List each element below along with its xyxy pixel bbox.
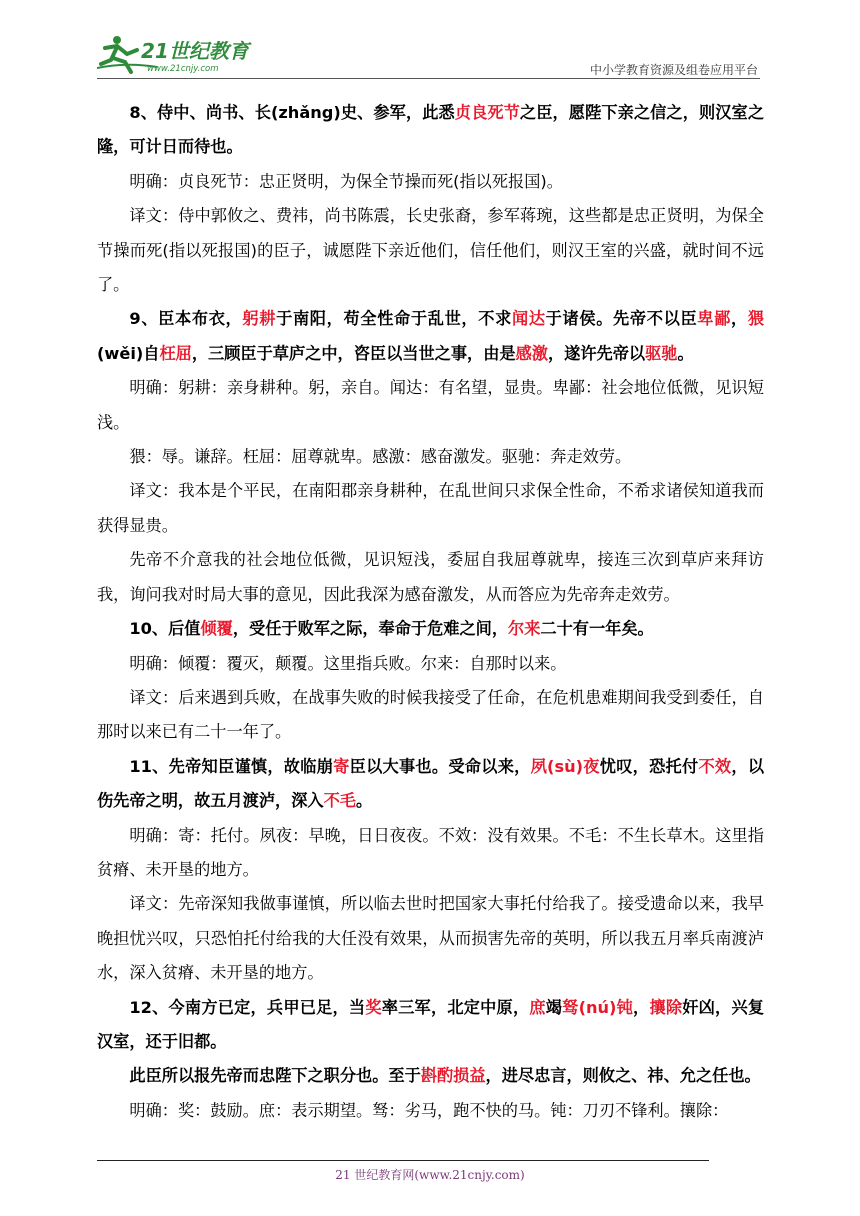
svg-text:www.21cnjy.com: www.21cnjy.com xyxy=(147,64,219,74)
paragraph xyxy=(97,440,764,474)
paragraph xyxy=(97,199,764,302)
text-segment: 竭 xyxy=(545,997,563,1017)
text-segment: ，以伤先帝之明，故五月渡泸，深入 xyxy=(97,756,765,811)
highlighted-term: 卑鄙 xyxy=(697,309,731,329)
highlighted-term: 庶 xyxy=(529,997,546,1017)
paragraph xyxy=(97,612,764,646)
text-segment: 于诸侯。先帝不以臣 xyxy=(545,309,698,329)
paragraph xyxy=(97,543,764,612)
paragraph xyxy=(97,887,764,990)
highlighted-term: 贞良死节 xyxy=(454,103,520,122)
highlighted-term: 感激 xyxy=(515,343,548,363)
svg-text:21世纪教育: 21世纪教育 xyxy=(141,39,249,63)
text-segment: ，受任于败军之际，奉命于危难之间， xyxy=(232,619,509,639)
text-segment: 9、臣本布衣， xyxy=(129,309,243,329)
highlighted-term: 攘除 xyxy=(649,997,683,1017)
highlighted-term: 驱驰 xyxy=(645,343,678,363)
text-segment: 明确：倾覆：覆灭，颠覆。这里指兵败。尔来：自那时以来。 xyxy=(129,653,567,673)
logo xyxy=(97,34,267,74)
text-segment: 。 xyxy=(677,343,694,363)
highlighted-term: 寄 xyxy=(333,756,350,776)
text-segment: ，三顾臣于草庐之中，咨臣以当世之事，由是 xyxy=(191,343,516,363)
highlighted-term: 尔来 xyxy=(508,619,541,639)
text-segment: 10、后值 xyxy=(129,619,201,639)
text-segment: 8、侍中、尚书、长(zhǎng)史、参军，此悉 xyxy=(129,103,455,122)
text-segment: 忧叹，恐托付 xyxy=(599,756,699,776)
highlighted-term: 闻达 xyxy=(511,309,546,329)
highlighted-term: 夙(sù)夜 xyxy=(530,756,600,776)
highlighted-term: 躬耕 xyxy=(242,309,277,329)
paragraph xyxy=(97,474,764,543)
highlighted-term: 驽(nú)钝 xyxy=(562,997,634,1017)
text-segment: ，遂许先帝以 xyxy=(547,343,646,363)
text-segment: (wěi)自 xyxy=(97,343,160,363)
text-segment: 译文：侍中郭攸之、费祎，尚书陈震，长史张裔，参军蒋琬，这些都是忠正贤明，为保全节操而死(指以死报国)的臣子，诚愿陛下亲近他们，信任他们，则汉王室的兴盛，就时间不远了。 xyxy=(97,206,764,295)
header-divider xyxy=(97,78,760,79)
highlighted-term: 枉屈 xyxy=(159,343,192,363)
paragraph xyxy=(97,681,764,750)
text-segment: 先帝不介意我的社会地位低微，见识短浅，委屈自我屈尊就卑，接连三次到草庐来拜访我，询问我对时局大事的意见，因此我深为感奋激发，从而答应为先帝奔走效劳。 xyxy=(97,550,764,604)
document-body xyxy=(97,96,764,1128)
text-segment: 臣以大事也。受命以来， xyxy=(349,756,531,776)
text-segment: ， xyxy=(731,309,748,329)
text-segment: 译文：我本是个平民，在南阳郡亲身耕种，在乱世间只求保全性命，不希求诸侯知道我而获得显贵。 xyxy=(97,481,764,535)
text-segment: 12、今南方已定，兵甲已足，当 xyxy=(129,997,366,1017)
text-segment: 明确：贞良死节：忠正贤明，为保全节操而死(指以死报国)。 xyxy=(129,171,563,191)
highlighted-term: 不毛 xyxy=(323,791,356,811)
paragraph xyxy=(97,96,764,165)
paragraph xyxy=(97,165,764,199)
page-header xyxy=(97,28,760,78)
text-segment: 明确：奖：鼓励。庶：表示期望。驽：劣马，跑不快的马。钝：刀刃不锋利。攘除： xyxy=(129,1100,729,1120)
highlighted-term: 奖 xyxy=(365,997,382,1017)
text-segment: 译文：后来遇到兵败，在战事失败的时候我接受了任命，在危机患难期间我受到委任，自那时以来已有二十一年了。 xyxy=(97,687,764,742)
text-segment: 11、先帝知臣谨慎，故临崩 xyxy=(129,756,334,776)
text-segment: ，进尽忠言，则攸之、祎、允之任也。 xyxy=(485,1066,761,1086)
text-segment: 二十有一年矣。 xyxy=(540,619,654,639)
footer-divider xyxy=(97,1160,709,1161)
text-segment: 奸凶，兴复汉室，还于旧都。 xyxy=(97,997,765,1051)
text-segment: 明确：寄：托付。夙夜：早晚，日日夜夜。不效：没有效果。不毛：不生长草木。这里指贫瘠、未开垦的地方。 xyxy=(97,825,764,879)
text-segment: 译文：先帝深知我做事谨慎，所以临去世时把国家大事托付给我了。接受遗命以来，我早晚担忧兴叹，只恐怕托付给我的大任没有效果，从而损害先帝的英明，所以我五月率兵南渡泸水，深入贫瘠、未开垦的地方。 xyxy=(97,894,764,983)
paragraph xyxy=(97,302,764,371)
text-segment: 此臣所以报先帝而忠陛下之职分也。至于 xyxy=(129,1066,421,1086)
text-segment: 。 xyxy=(356,791,373,811)
platform-name: 中小学教育资源及组卷应用平台 xyxy=(589,63,758,77)
paragraph xyxy=(97,371,764,440)
text-segment: 于南阳，苟全性命于乱世，不求 xyxy=(276,309,512,329)
text-segment: 率三军，北定中原， xyxy=(381,997,530,1017)
highlighted-term: 猥 xyxy=(747,309,765,329)
highlighted-term: 不效 xyxy=(698,756,732,776)
paragraph xyxy=(97,991,764,1060)
footer-text: 21 世纪教育网(www.21cnjy.com) xyxy=(335,1168,525,1182)
text-segment: 之臣，愿陛下亲之信之，则汉室之隆，可计日而待也。 xyxy=(97,103,765,157)
paragraph xyxy=(97,819,764,888)
paragraph xyxy=(97,1094,764,1128)
paragraph xyxy=(97,750,764,819)
text-segment: 明确：躬耕：亲身耕种。躬，亲自。闻达：有名望，显贵。卑鄙：社会地位低微，见识短浅。 xyxy=(97,378,764,432)
paragraph xyxy=(97,1059,764,1093)
text-segment: ， xyxy=(633,997,650,1017)
paragraph xyxy=(97,647,764,681)
text-segment: 猥：辱。谦辞。枉屈：屈尊就卑。感激：感奋激发。驱驰：奔走效劳。 xyxy=(129,447,632,467)
highlighted-term: 斟酌损益 xyxy=(420,1066,486,1086)
runner-logo-icon xyxy=(97,34,267,74)
highlighted-term: 倾覆 xyxy=(200,619,233,639)
